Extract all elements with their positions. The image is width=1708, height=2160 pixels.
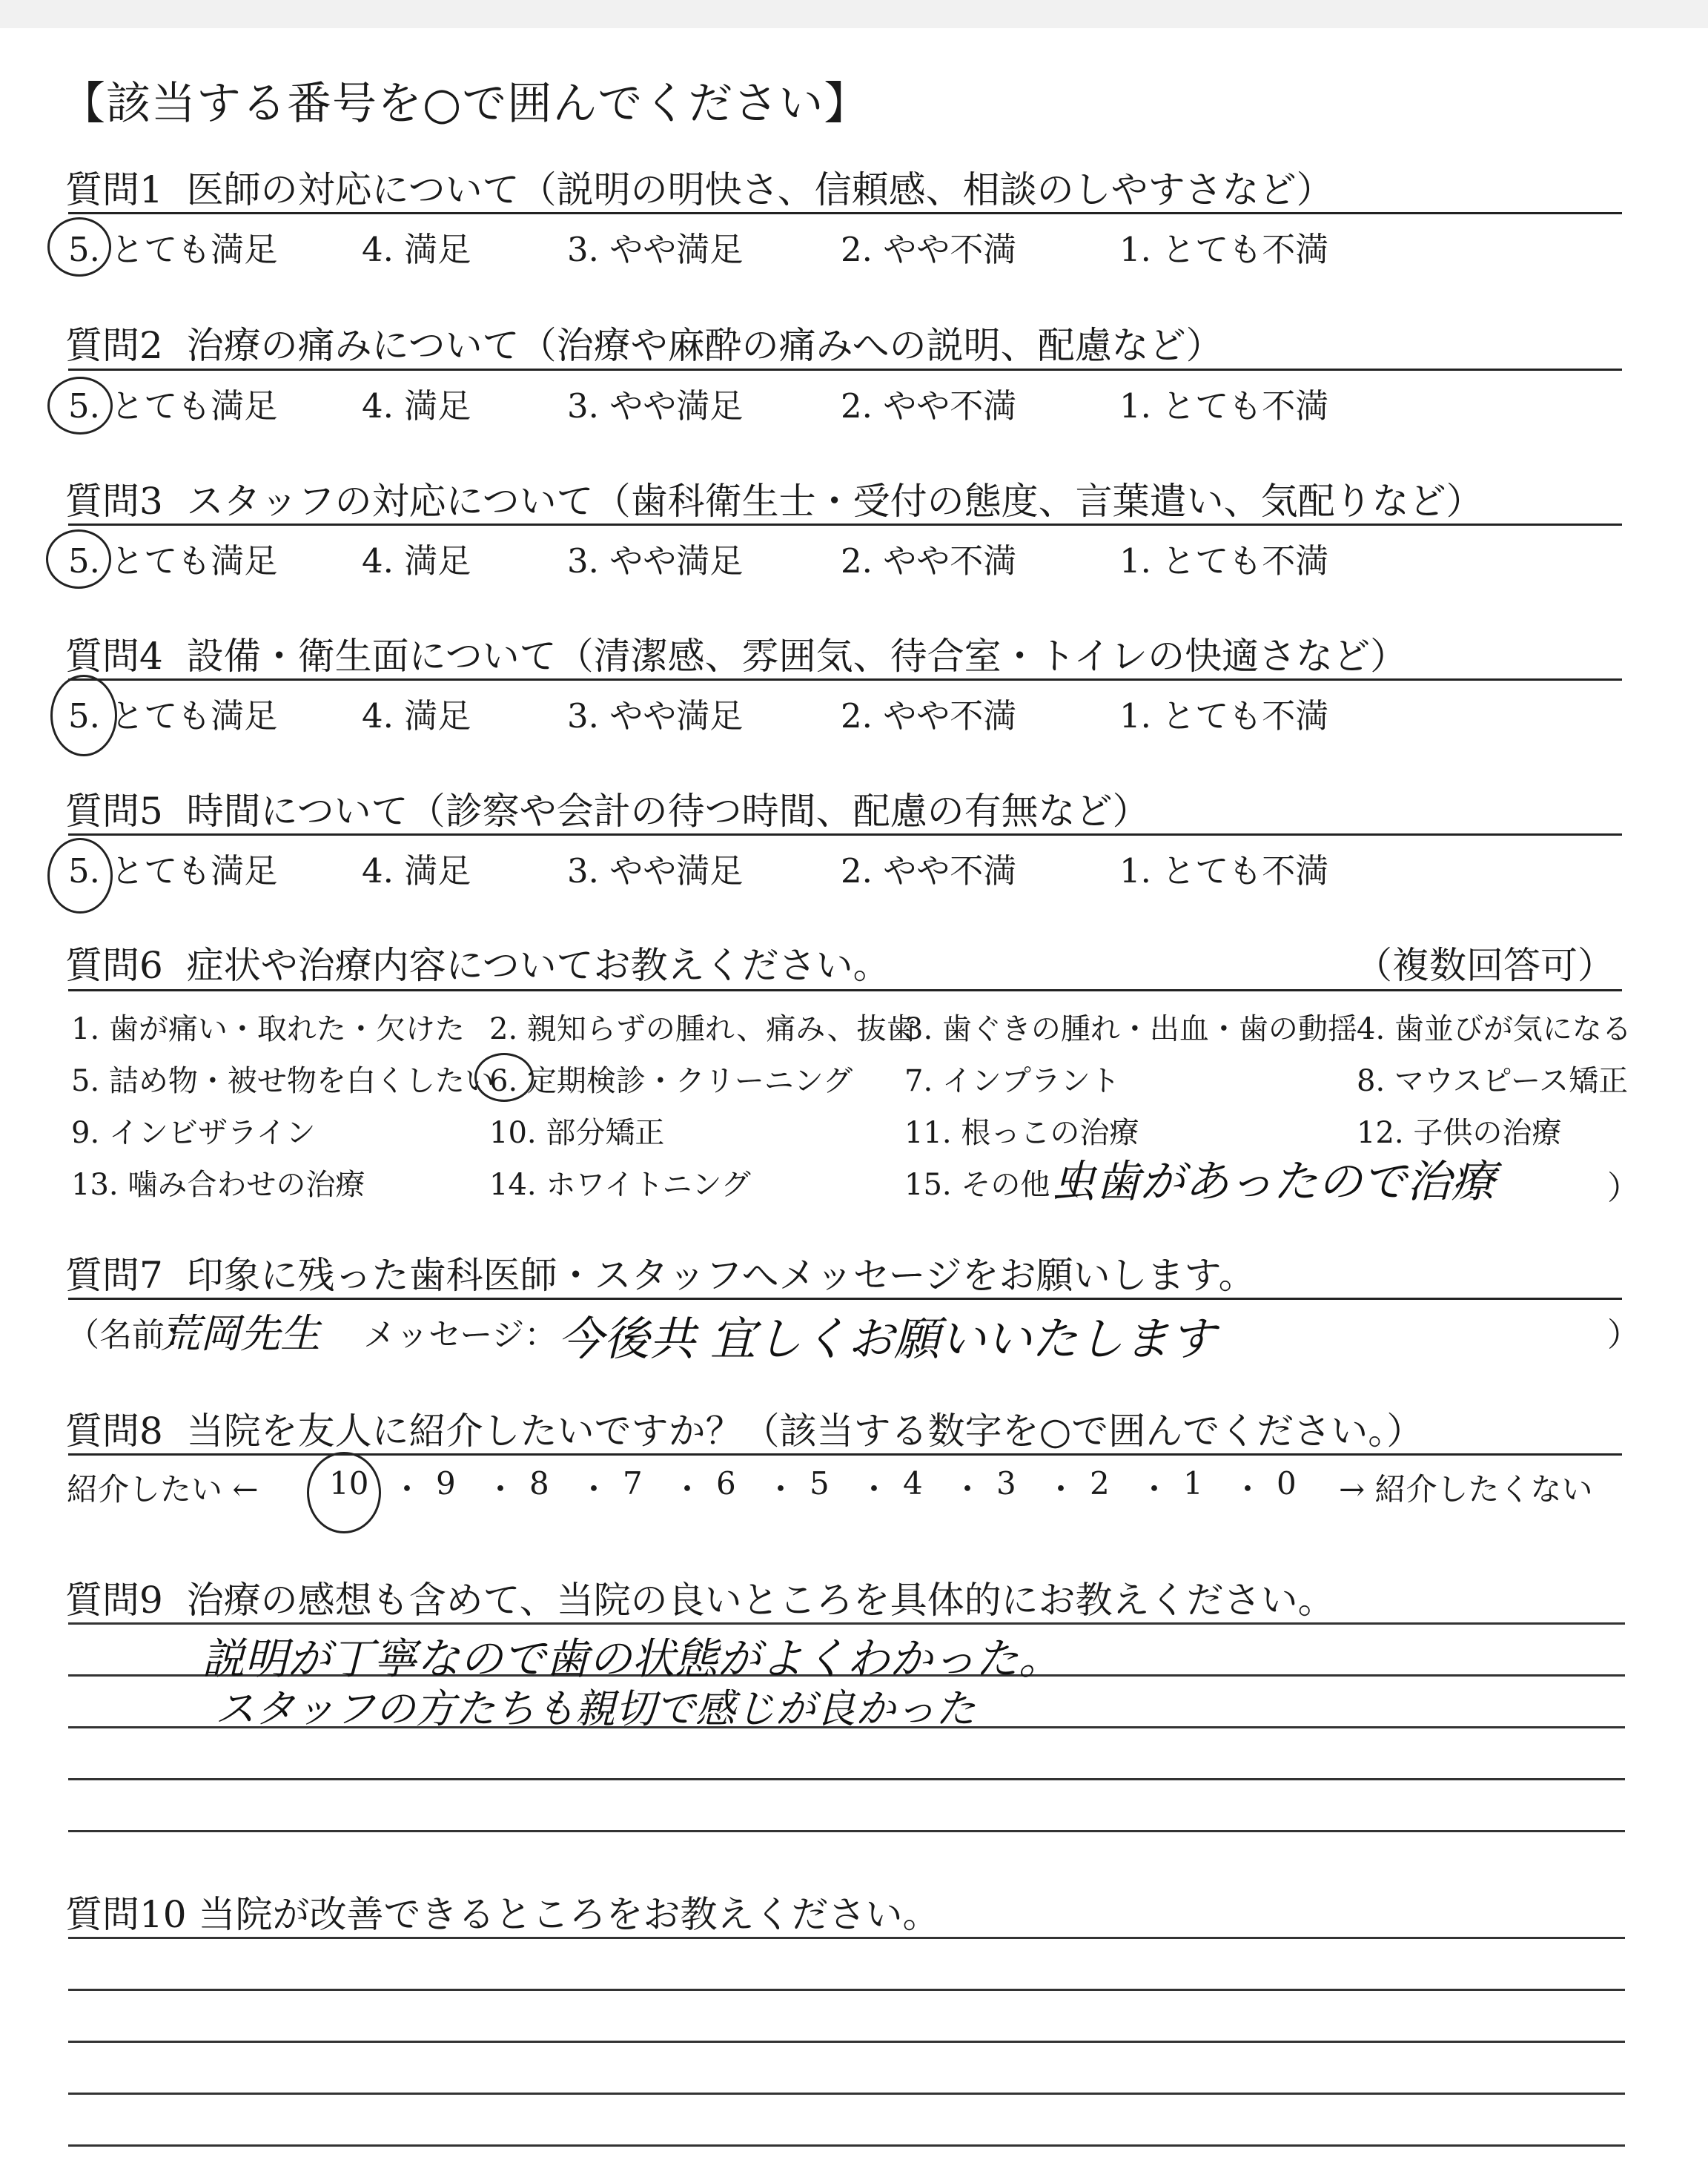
question-3-text: スタッフの対応について（歯科衛生士・受付の態度、言葉遣い、気配りなど） <box>186 480 1483 523</box>
q10-answer-line <box>68 2093 1625 2095</box>
question-4-heading <box>65 627 1407 680</box>
question-6-rule <box>68 989 1622 991</box>
question-1-label: 質問1 <box>65 168 163 211</box>
q5-selection-circle <box>47 838 113 914</box>
q8-scale-5[interactable]: 5 <box>810 1465 830 1502</box>
question-1-heading <box>65 160 1334 214</box>
q1-option-2[interactable]: 2. やや不満 <box>841 230 1017 269</box>
q8-dot: ・ <box>952 1471 984 1507</box>
q3-option-3[interactable]: 3. やや満足 <box>567 541 744 581</box>
question-4-label: 質問4 <box>65 635 163 678</box>
q8-scale-9[interactable]: 9 <box>436 1465 456 1502</box>
q6-option-4[interactable]: 4. 歯並びが気になる <box>1357 1012 1632 1046</box>
q7-name-label: （名前： <box>67 1316 197 1354</box>
q8-scale-0[interactable]: 0 <box>1277 1465 1297 1502</box>
q6-option-9[interactable]: 9. インビザライン <box>71 1116 316 1150</box>
q6-selection-circle <box>474 1053 534 1102</box>
q2-option-5[interactable]: 5. とても満足 <box>68 386 278 426</box>
question-7-text: 印象に残った歯科医師・スタッフへメッセージをお願いします。 <box>186 1254 1256 1297</box>
q8-scale-3[interactable]: 3 <box>996 1465 1016 1502</box>
q5-option-5[interactable]: 5. とても満足 <box>68 851 278 891</box>
question-7-heading <box>65 1246 1256 1299</box>
question-9-heading <box>65 1571 1335 1624</box>
q8-scale-4[interactable]: 4 <box>903 1465 923 1502</box>
question-4-text: 設備・衛生面について（清潔感、雰囲気、待合室・トイレの快適さなど） <box>186 635 1408 678</box>
q2-option-3[interactable]: 3. やや満足 <box>567 386 744 426</box>
q8-dot: ・ <box>672 1471 704 1507</box>
q1-option-4[interactable]: 4. 満足 <box>362 230 471 269</box>
question-6-label: 質問6 <box>65 944 163 987</box>
q2-option-1[interactable]: 1. とても不満 <box>1119 386 1329 426</box>
q6-option-10[interactable]: 10. 部分矯正 <box>489 1116 665 1150</box>
q9-answer-line <box>68 1830 1625 1832</box>
question-3-rule <box>68 524 1622 526</box>
q1-option-1[interactable]: 1. とても不満 <box>1119 230 1329 269</box>
q8-right-label: → 紹介したくない <box>1339 1471 1593 1507</box>
q9-answer-line-2: スタッフの方たちも親切で感じが良かった <box>215 1685 976 1732</box>
q10-answer-line <box>68 1937 1625 1939</box>
q6-option-11[interactable]: 11. 根っこの治療 <box>904 1116 1139 1150</box>
q9-answer-line <box>68 1778 1625 1780</box>
q7-message-handwritten: 今後共 宜しくお願いいたします <box>557 1312 1216 1366</box>
question-10-label: 質問10 <box>65 1893 187 1936</box>
q7-close-paren: ） <box>1607 1316 1640 1354</box>
q6-option-5[interactable]: 5. 詰め物・被せ物を白くしたい <box>71 1064 494 1098</box>
q2-selection-circle <box>47 377 113 435</box>
question-8-heading <box>65 1401 1423 1455</box>
q8-dot: ・ <box>485 1471 517 1507</box>
question-8-rule <box>68 1453 1622 1456</box>
question-6-heading <box>65 936 890 989</box>
question-7-label: 質問7 <box>65 1254 163 1297</box>
q3-selection-circle <box>46 529 111 589</box>
q8-scale-10[interactable]: 10 <box>329 1465 369 1502</box>
question-8-label: 質問8 <box>65 1410 163 1453</box>
q8-dot: ・ <box>391 1471 423 1507</box>
q3-option-4[interactable]: 4. 満足 <box>362 541 471 581</box>
q8-left-label: 紹介したい ← <box>67 1471 259 1507</box>
scan-top-edge <box>0 0 1708 28</box>
q10-answer-line <box>68 2041 1625 2043</box>
q6-option-6[interactable]: 6. 定期検診・クリーニング <box>489 1064 853 1098</box>
q8-dot: ・ <box>858 1471 890 1507</box>
q5-option-1[interactable]: 1. とても不満 <box>1119 851 1329 891</box>
q3-option-5[interactable]: 5. とても満足 <box>68 541 278 581</box>
q8-scale-2[interactable]: 2 <box>1090 1465 1110 1502</box>
q8-dot: ・ <box>578 1471 610 1507</box>
q10-answer-line <box>68 2144 1625 2147</box>
question-10-text: 当院が改善できるところをお教えください。 <box>198 1893 940 1936</box>
q4-option-3[interactable]: 3. やや満足 <box>567 696 744 736</box>
q6-other-handwritten: 虫歯があったので治療 <box>1051 1156 1496 1208</box>
q8-scale-1[interactable]: 1 <box>1183 1465 1203 1502</box>
question-6-multiple-note: （複数回答可） <box>1355 944 1615 987</box>
q8-dot: ・ <box>1232 1471 1264 1507</box>
q6-option-14[interactable]: 14. ホワイトニング <box>489 1168 751 1202</box>
q7-message-label: メッセージ： <box>363 1316 557 1354</box>
q8-dot: ・ <box>1045 1471 1077 1507</box>
question-1-rule <box>68 212 1622 214</box>
q10-answer-line <box>68 1989 1625 1991</box>
question-3-label: 質問3 <box>65 480 163 523</box>
question-5-rule <box>68 833 1622 836</box>
question-2-label: 質問2 <box>65 324 163 367</box>
q9-answer-line-1: 説明が丁寧なので歯の状態がよくわかった。 <box>202 1634 1062 1684</box>
q6-option-3[interactable]: 3. 歯ぐきの腫れ・出血・歯の動揺 <box>904 1012 1357 1046</box>
question-7-rule <box>68 1298 1622 1300</box>
q8-scale-6[interactable]: 6 <box>716 1465 736 1502</box>
form-title: 【該当する番号を○で囲んでください】 <box>61 78 870 130</box>
q4-option-1[interactable]: 1. とても不満 <box>1119 696 1329 736</box>
q2-option-4[interactable]: 4. 満足 <box>362 386 471 426</box>
q4-option-5[interactable]: 5. とても満足 <box>68 696 278 736</box>
q3-option-2[interactable]: 2. やや不満 <box>841 541 1017 581</box>
q3-option-1[interactable]: 1. とても不満 <box>1119 541 1329 581</box>
question-1-text: 医師の対応について（説明の明快さ、信頼感、相談のしやすさなど） <box>186 168 1334 211</box>
question-2-text: 治療の痛みについて（治療や麻酔の痛みへの説明、配慮など） <box>186 324 1223 367</box>
q6-option-13[interactable]: 13. 噛み合わせの治療 <box>71 1168 365 1202</box>
question-9-text: 治療の感想も含めて、当院の良いところを具体的にお教えください。 <box>186 1579 1335 1622</box>
q1-option-5[interactable]: 5. とても満足 <box>68 230 278 269</box>
question-9-label: 質問9 <box>65 1579 163 1622</box>
q8-dot: ・ <box>1139 1471 1171 1507</box>
q8-selection-circle <box>307 1452 381 1533</box>
q8-scale-7[interactable]: 7 <box>623 1465 643 1502</box>
q6-option-1[interactable]: 1. 歯が痛い・取れた・欠けた <box>71 1012 465 1046</box>
question-10-heading <box>65 1885 940 1938</box>
q5-option-2[interactable]: 2. やや不満 <box>841 851 1017 891</box>
q6-other-close-paren: ） <box>1607 1169 1640 1207</box>
question-8-text: 当院を友人に紹介したいですか？（該当する数字を○で囲んでください。） <box>186 1410 1424 1453</box>
q4-option-4[interactable]: 4. 満足 <box>362 696 471 736</box>
q8-scale-8[interactable]: 8 <box>529 1465 549 1502</box>
q8-dot: ・ <box>765 1471 797 1507</box>
question-2-rule <box>68 369 1622 371</box>
q6-option-2[interactable]: 2. 親知らずの腫れ、痛み、抜歯 <box>489 1012 916 1046</box>
q4-option-2[interactable]: 2. やや不満 <box>841 696 1017 736</box>
q4-selection-circle <box>50 675 117 756</box>
q6-option-7[interactable]: 7. インプラント <box>904 1064 1120 1098</box>
question-6-text: 症状や治療内容についてお教えください。 <box>186 944 890 987</box>
question-5-label: 質問5 <box>65 790 163 833</box>
question-4-rule <box>68 678 1622 681</box>
q7-name-handwritten: 荒岡先生 <box>160 1310 320 1357</box>
question-5-text: 時間について（診察や会計の待つ時間、配慮の有無など） <box>186 790 1150 833</box>
q6-option-12[interactable]: 12. 子供の治療 <box>1357 1116 1562 1150</box>
question-3-heading <box>65 472 1483 525</box>
question-2-heading <box>65 316 1223 369</box>
q1-selection-circle <box>47 217 111 277</box>
q6-option-15[interactable]: 15. その他（ <box>904 1168 1080 1202</box>
q2-option-2[interactable]: 2. やや不満 <box>841 386 1017 426</box>
q6-option-8[interactable]: 8. マウスピース矯正 <box>1357 1064 1629 1098</box>
q1-option-3[interactable]: 3. やや満足 <box>567 230 744 269</box>
q5-option-3[interactable]: 3. やや満足 <box>567 851 744 891</box>
question-5-heading <box>65 782 1150 835</box>
q5-option-4[interactable]: 4. 満足 <box>362 851 471 891</box>
